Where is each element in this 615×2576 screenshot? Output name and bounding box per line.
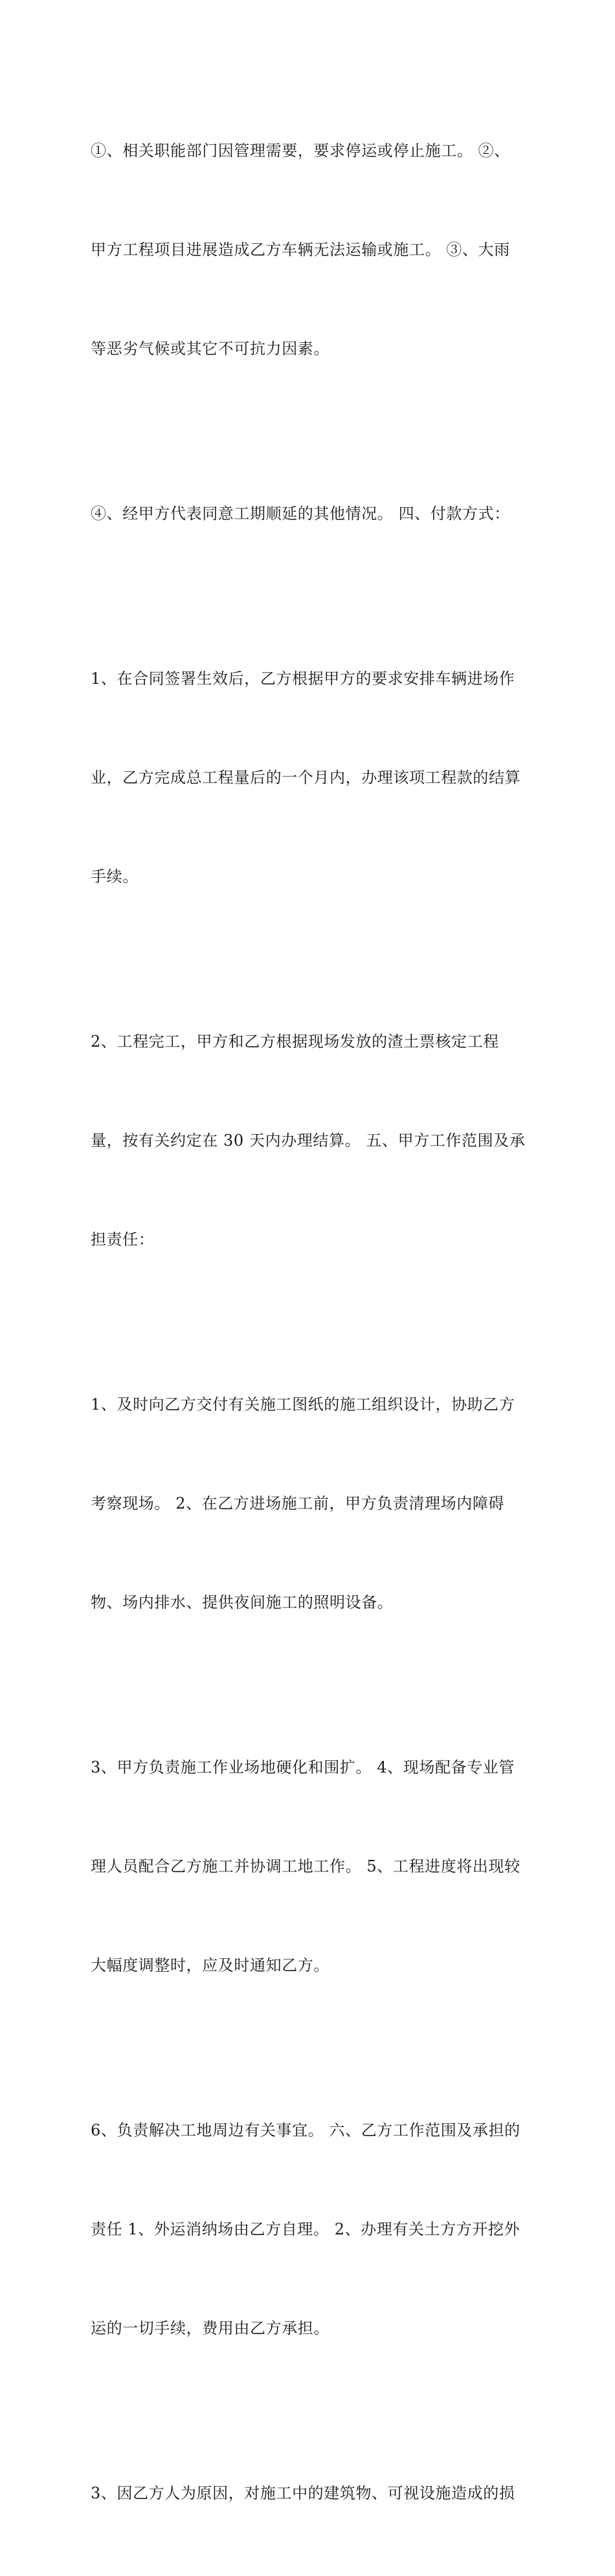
text-line: 2、工程完工，甲方和乙方根据现场发放的渣土票核定工程	[91, 1032, 499, 1051]
paragraph-7	[91, 2048, 531, 2411]
paragraph-6	[91, 1685, 531, 2048]
text-line: 1、及时向乙方交付有关施工图纸的施工组织设计，协助乙方	[91, 1395, 515, 1414]
text-line: 1、在合同签署生效后，乙方根据甲方的要求安排车辆进场作	[91, 670, 515, 688]
paragraph-5	[91, 1322, 531, 1685]
text-line: 运的一切手续，费用由乙方承担。	[91, 2319, 330, 2337]
text-line: 责任 1、外运消纳场由乙方自理。 2、办理有关土方方开挖外	[91, 2220, 520, 2238]
text-line: 等恶劣气候或其它不可抗力因素。	[91, 340, 330, 358]
text-line: 考察现场。 2、在乙方进场施工前，甲方负责清理场内障碍	[91, 1494, 505, 1512]
text-line: 6、负责解决工地周边有关事宜。 六、乙方工作范围及承担的	[91, 2121, 520, 2139]
paragraph-3	[91, 596, 531, 959]
text-line: 3、甲方负责施工作业场地硬化和围扩。 4、现场配备专业管	[91, 1758, 515, 1776]
text-line: ①、相关职能部门因管理需要，要求停运或停止施工。 ②、	[91, 142, 510, 160]
text-line: 理人员配合乙方施工并协调工地工作。 5、工程进度将出现较	[91, 1857, 520, 1875]
text-line: 手续。	[91, 868, 139, 886]
text-line: 物、场内排水、提供夜间施工的照明设备。	[91, 1593, 394, 1611]
text-line: 大幅度调整时，应及时通知乙方。	[91, 1956, 330, 1974]
paragraph-1	[91, 69, 531, 431]
paragraph-8	[91, 2411, 531, 2576]
text-line: ④、经甲方代表同意工期顺延的其他情况。 四、付款方式：	[91, 505, 510, 523]
paragraph-2	[91, 431, 531, 596]
text-line: 量，按有关约定在 30 天内办理结算。 五、甲方工作范围及承	[91, 1131, 526, 1150]
text-line: 甲方工程项目进展造成乙方车辆无法运输或施工。 ③、大雨	[91, 241, 510, 259]
document-body	[91, 69, 531, 2576]
paragraph-4	[91, 959, 531, 1322]
text-line: 业，乙方完成总工程量后的一个月内，办理该项工程款的结算	[91, 769, 521, 787]
text-line: 担责任：	[91, 1230, 155, 1249]
text-line: 3、因乙方人为原因，对施工中的建筑物、可视设施造成的损	[91, 2484, 515, 2502]
